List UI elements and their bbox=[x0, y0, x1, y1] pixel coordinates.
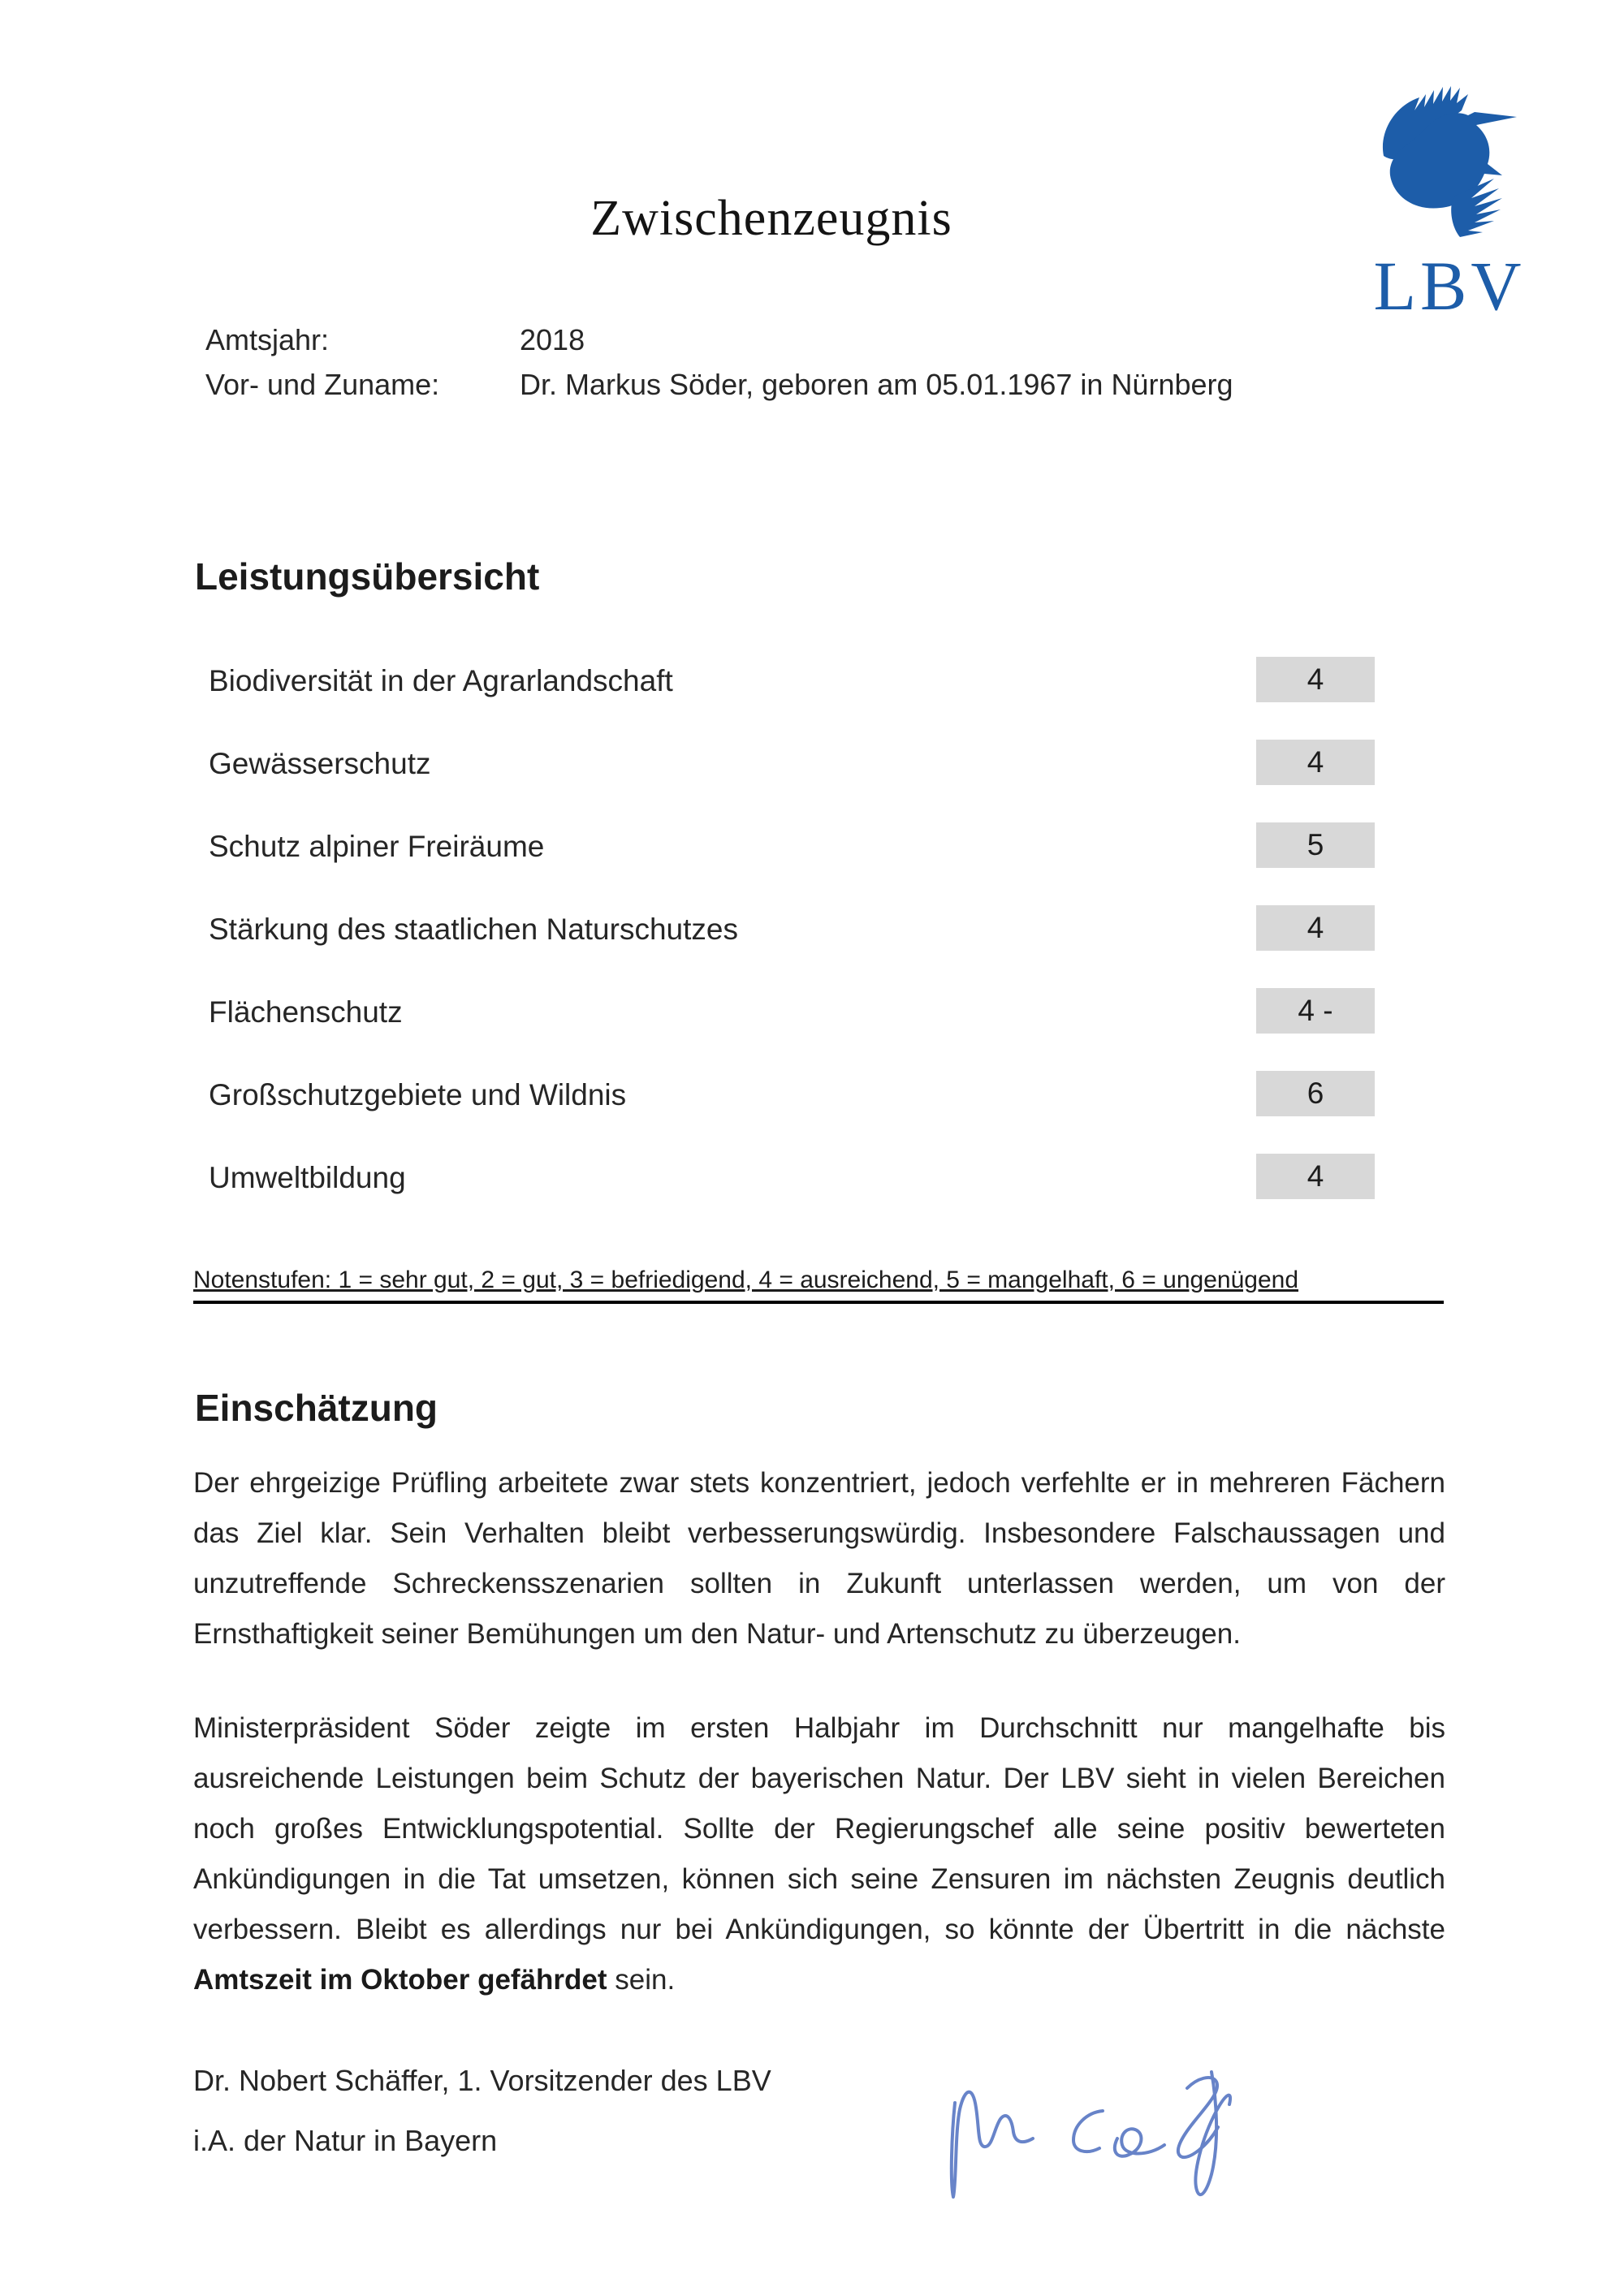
grade-scale-note bbox=[193, 1267, 1444, 1304]
grade-box bbox=[1256, 657, 1375, 702]
grade-subject: Umweltbildung bbox=[209, 1161, 406, 1194]
grade-row bbox=[0, 1071, 1624, 1116]
grade-value: 4 bbox=[1307, 662, 1324, 696]
signature-name-line: Dr. Nobert Schäffer, 1. Vorsitzender des LBV bbox=[193, 2064, 771, 2097]
grade-subject: Stärkung des staatlichen Naturschutzes bbox=[209, 913, 738, 946]
meta-value: 2018 bbox=[520, 323, 585, 356]
grade-subject: Schutz alpiner Freiräume bbox=[209, 830, 545, 863]
paragraph-2-text: Ministerpräsident Söder zeigte im ersten Halbjahr im Durchschnitt nur mangelhafte bis ausreichende Leistungen beim Schutz der bayerischen Natur. Der LBV sieht in vielen Bereichen noch großes Entwicklungspotential. Sollte der Regierungschef alle seine positiv bewerteten Ankündigungen in die Tat umsetzen, können sich seine Zensuren im nächsten Zeugnis deutlich verbessern. Bleibt es allerdings nur bei Ankündigungen, so könnte der Übertritt in die nächste bbox=[193, 1712, 1445, 1945]
grade-row bbox=[0, 1154, 1624, 1199]
document-title: Zwischenzeugnis bbox=[590, 191, 952, 246]
grade-value: 4 bbox=[1307, 911, 1324, 944]
lbv-wordmark: LBV bbox=[1373, 247, 1526, 325]
meta-value: Dr. Markus Söder, geboren am 05.01.1967 in Nürnberg bbox=[520, 368, 1233, 401]
grade-box bbox=[1256, 1071, 1375, 1116]
grade-row bbox=[0, 657, 1624, 702]
grade-subject: Gewässerschutz bbox=[209, 747, 431, 780]
signature-role-line: i.A. der Natur in Bayern bbox=[193, 2124, 498, 2157]
grade-box bbox=[1256, 988, 1375, 1034]
meta-label: Amtsjahr: bbox=[205, 323, 330, 356]
signature-ink bbox=[944, 2061, 1260, 2211]
grade-value: 4 bbox=[1307, 1159, 1324, 1193]
grade-box bbox=[1256, 1154, 1375, 1199]
grade-subject: Flächenschutz bbox=[209, 995, 403, 1029]
grade-box bbox=[1256, 822, 1375, 868]
grade-box bbox=[1256, 905, 1375, 951]
grade-row bbox=[0, 822, 1624, 868]
grade-subject: Biodiversität in der Agrarlandschaft bbox=[209, 664, 673, 697]
grade-value: 6 bbox=[1307, 1077, 1324, 1110]
grade-subject: Großschutzgebiete und Wildnis bbox=[209, 1078, 627, 1111]
grade-row bbox=[0, 905, 1624, 951]
lbv-logo bbox=[1372, 75, 1527, 325]
grade-row bbox=[0, 740, 1624, 785]
assessment-paragraph-1: Der ehrgeizige Prüfling arbeitete zwar stets konzentriert, jedoch verfehlte er in mehreren Fächern das Ziel klar. Sein Verhalten bleibt verbesserungswürdig. Insbesondere Falschaussagen und unzutreffende Schreckensszenarien sollten in Zukunft unterlassen werden, um von der Ernsthaftigkeit seiner Bemühungen um den Natur- und Artenschutz zu überzeugen. bbox=[193, 1467, 1445, 1650]
grade-value: 4 bbox=[1307, 745, 1324, 779]
grade-row bbox=[0, 988, 1624, 1034]
meta-row-amtsjahr bbox=[205, 323, 585, 357]
meta-label: Vor- und Zuname: bbox=[205, 368, 440, 401]
grades-heading: Leistungsübersicht bbox=[195, 555, 540, 598]
paragraph-2-text-end: sein. bbox=[607, 1964, 676, 1996]
grade-scale-note-text: Notenstufen: 1 = sehr gut, 2 = gut, 3 = befriedigend, 4 = ausreichend, 5 = mangelhaft, 6 = ungenügend bbox=[193, 1267, 1299, 1293]
meta-row-name bbox=[205, 368, 1233, 402]
grade-box bbox=[1256, 740, 1375, 785]
assessment-paragraph-2 bbox=[193, 1703, 1445, 2005]
assessment-heading: Einschätzung bbox=[195, 1387, 438, 1429]
paragraph-2-bold-text: Amtszeit im Oktober gefährdet bbox=[193, 1964, 607, 1996]
grade-value: 5 bbox=[1307, 828, 1324, 861]
grade-value: 4 - bbox=[1298, 994, 1333, 1027]
kingfisher-bird-icon bbox=[1372, 75, 1527, 241]
